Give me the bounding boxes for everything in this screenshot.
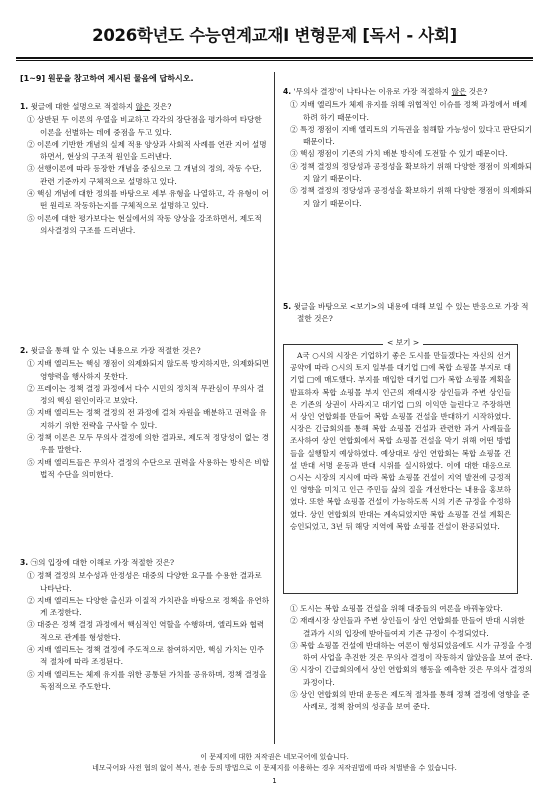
- answer-option: ③ 대중은 정책 결정 과정에서 핵심적인 역할을 수행하며, 엘리트와 협력적으로 관계를 형성한다.: [27, 620, 265, 642]
- answer-option: ④ 시장이 긴급회의에서 상인 연합회의 행동을 예측한 것은 무의사 결정의 과정이다.: [290, 665, 533, 687]
- bogi-text: A국 ○시의 시장은 기업하기 좋은 도시를 만들겠다는 자신의 선거 공약에 따라 ○시의 토지 일부를 대기업 □에 복합 쇼핑몰 부지로 대기업 □에 매도했다. 부지를 매입한 대기업 □가 복합 쇼핑몰 계획을 발표하자 복합 쇼핑몰 부지 인근의 재래시장 상인들과 주변 상인들은 기존의 상권이 사라지고 대기업 □의 이익만 늘린다고 주장하면서 상인 연합회를 만들어 복합 쇼핑몰 건설을 반대하기 시작하였다. 시장은 긴급회의를 통해 복합 쇼핑몰 건설과 관련한 과거 사례들을 조사하여 상인 연합회에서 복합 쇼핑몰 건설을 막기 위해 어떤 방법들을 실행할지 예상하였다. 예상대로 상인 연합회는 복합 쇼핑몰 건설 반대 서명 운동과 반대 시위를 실시하였다. 이에 대한 대응으로 ○시는 시장의 지시에 따라 복합 쇼핑몰 건설이 지역 발전에 긍정적인 영향을 미치고 인근 주민들 삶의 질을 개선한다는 내용을 홍보하였다. 또한 복합 쇼핑몰 건설이 가능하도록 시의 기존 규정을 수정하였다. 상인 연합회의 반대는 계속되었지만 복합 쇼핑몰 건설 계획은 승인되었고, 3년 뒤 해당 지역에 복합 쇼핑몰 건설이 완공되었다.: [290, 351, 511, 531]
- answer-option: ③ 핵심 쟁점이 기존의 가치 배분 방식에 도전할 수 있기 때문이다.: [290, 149, 508, 159]
- stem-text-end: 것은?: [150, 102, 172, 111]
- stem-text: '무의사 결정'이 나타나는 이유로 가장 적절하지: [293, 87, 452, 96]
- question-1: [20, 101, 270, 237]
- question-stem: [20, 101, 270, 113]
- stem-underlined: 않은: [135, 102, 151, 111]
- title-rule-thin: [16, 60, 533, 61]
- question-number: 3.: [20, 558, 29, 567]
- answer-option: ③ 복합 쇼핑몰 건설에 반대하는 여론이 형성되었음에도 시가 규정을 수정하여 사업을 추진한 것은 무의사 결정이 작동하지 않았음을 보여 준다.: [290, 640, 533, 663]
- question-number: 5.: [283, 302, 292, 311]
- question-stem: [20, 557, 270, 569]
- question-5-stem: [283, 301, 533, 327]
- answer-option: ⑤ 정책 결정의 정당성과 공정성을 확보하기 위해 다양한 쟁점이 의제화되지 않기 때문이다.: [290, 186, 533, 208]
- answer-option: ⑤ 지배 엘리트는 체제 유지를 위한 공통된 가치를 공유하며, 정책 결정을 독점적으로 주도한다.: [27, 669, 267, 691]
- answer-option: ② 특정 쟁점이 지배 엘리트의 기득권을 침해할 가능성이 있다고 판단되기 때문이다.: [290, 124, 533, 147]
- instruction: [1~9] 원문을 참고하여 제시된 물음에 답하시오.: [20, 74, 194, 83]
- answer-option: ① 도시는 복합 쇼핑몰 건설을 위해 대중들의 여론을 바꿔놓았다.: [290, 604, 503, 613]
- stem-text-end: 것은?: [466, 87, 488, 96]
- question-stem: [283, 86, 533, 98]
- question-number: 1.: [20, 102, 29, 111]
- question-number: 4.: [283, 87, 292, 96]
- answer-option: ① 지배 엘리트는 핵심 쟁점이 의제화되지 않도록 방지하지만, 의제화되면 영향력을 행사하지 못한다.: [27, 359, 270, 381]
- answer-option: ② 이론에 기반한 개념의 실제 적용 양상과 사회적 사례를 연관 지어 설명하면서, 현상의 구조적 원인을 드러낸다.: [27, 139, 267, 162]
- column-divider: [274, 72, 275, 744]
- copyright-line: 이 문제지에 대한 저작권은 네모국어에 있습니다.: [200, 753, 349, 761]
- stem-text: 윗글을 통해 알 수 있는 내용으로 가장 적절한 것은?: [30, 346, 201, 355]
- answer-option: ① 지배 엘리트가 체제 유지를 위해 위협적인 이슈를 정책 과정에서 배제하려 하기 때문이다.: [290, 100, 528, 122]
- question-3: [20, 557, 270, 693]
- question-stem: [20, 345, 270, 357]
- answer-option: ② 지배 엘리트는 다양한 출신과 이질적 가치관을 바탕으로 정책을 유연하게 조정한다.: [27, 595, 270, 618]
- stem-text: 윗글에 대한 설명으로 적절하지: [30, 102, 136, 111]
- answer-option: ① 정책 결정의 보수성과 안정성은 대중의 다양한 요구를 수용한 결과로 나타난다.: [27, 571, 262, 593]
- answer-option: ④ 정책 결정의 정당성과 공정성을 확보하기 위해 다양한 쟁점이 의제화되지 않기 때문이다.: [290, 161, 533, 184]
- answer-option: ⑤ 상인 연합회의 반대 운동은 제도적 절차를 통해 정책 결정에 영향을 준 사례로, 정책 참여의 성공을 보여 준다.: [290, 690, 530, 712]
- answer-option: ④ 지배 엘리트는 정책 결정에 주도적으로 참여하지만, 핵심 가치는 민주적 절차에 따라 조정된다.: [27, 645, 265, 667]
- stem-text: 윗글을 바탕으로 <보기>의 내용에 대해 보일 수 있는 반응으로 가장 적절한 것은?: [293, 302, 529, 324]
- copyright-warning: 네모국어와 사전 협의 없이 복사, 전송 등의 방법으로 이 문제지를 이용하는 경우 저작권법에 따라 처벌받을 수 있습니다.: [92, 764, 457, 772]
- answer-option: ② 재래시장 상인들과 주변 상인들이 상인 연합회를 만들어 반대 시위한 결과가 시의 입장에 받아들여져 기존 규정이 수정되었다.: [290, 616, 525, 638]
- page-number: 1: [272, 777, 277, 785]
- question-number: 2.: [20, 346, 29, 355]
- question-4: [283, 86, 533, 210]
- page-title: 2026학년도 수능연계교재Ⅰ 변형문제 [독서 - 사회]: [92, 26, 457, 45]
- answer-option: ② 프레이는 정책 결정 과정에서 다수 시민의 정치적 무관심이 무의사 결정의 핵심 원인이라고 보았다.: [27, 383, 265, 406]
- answer-option: ⑤ 이론에 대한 평가보다는 현실에서의 작동 양상을 강조하면서, 제도적 의사결정의 구조를 드러낸다.: [27, 213, 262, 235]
- answer-option: ③ 지배 엘리트는 정책 결정의 전 과정에 걸쳐 자원을 배분하고 권력을 유지하기 위한 전략을 구사할 수 있다.: [27, 408, 267, 430]
- answer-option: ⑤ 지배 엘리트들은 무의사 결정의 수단으로 권력을 사용하는 방식은 비합법적 수단을 의미한다.: [27, 457, 270, 479]
- question-2: [20, 345, 270, 481]
- bogi-label: < 보기 >: [383, 337, 423, 348]
- stem-text: ㉠의 입장에 대한 이해로 가장 적절한 것은?: [30, 558, 175, 567]
- title-rule: [16, 57, 533, 59]
- answer-option: ① 상반된 두 이론의 우열을 비교하고 각각의 장단점을 평가하여 타당한 이론을 선별하는 데에 중점을 두고 있다.: [27, 115, 262, 137]
- stem-underlined: 않은: [451, 87, 467, 96]
- answer-option: ④ 정책 이론은 모두 무의사 결정에 의한 결과로, 제도적 정당성이 없는 경우를 말한다.: [27, 433, 269, 455]
- answer-option: ④ 핵심 개념에 대한 정의를 바탕으로 세부 유형을 나열하고, 각 유형이 어떤 원리로 작동하는지를 구체적으로 설명하고 있다.: [27, 189, 269, 211]
- question-stem: [283, 301, 533, 326]
- question-5-options: [283, 603, 533, 714]
- answer-option: ③ 선행이론에 따라 등장한 개념을 중심으로 그 개념의 정의, 작동 수단, 관련 기준까지 구체적으로 설명하고 있다.: [27, 164, 262, 186]
